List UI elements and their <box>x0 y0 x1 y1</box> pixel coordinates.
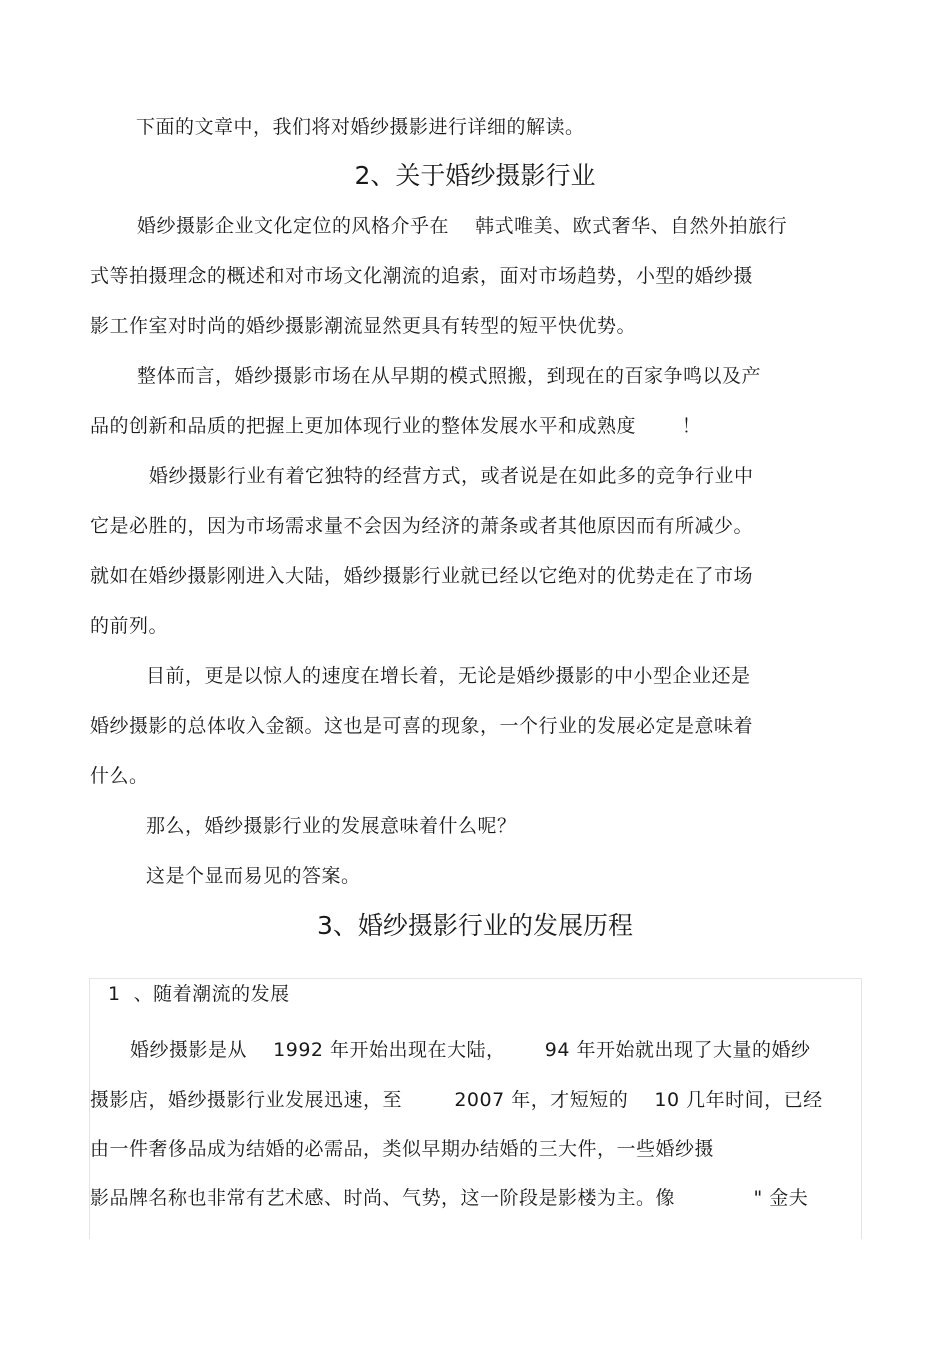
paragraph-line: 婚纱摄影的总体收入金额。这也是可喜的现象，一个行业的发展必定是意味着 <box>90 715 754 737</box>
history-line: 影品牌名称也非常有艺术感、时尚、气势，这一阶段是影楼为主。像 " 金夫 <box>90 1187 809 1209</box>
paragraph-line: 的前列。 <box>90 615 169 637</box>
subsection-heading: 1 、随着潮流的发展 <box>108 983 290 1005</box>
paragraph-line: 式等拍摄理念的概述和对市场文化潮流的追索，面对市场趋势，小型的婚纱摄 <box>90 265 754 287</box>
history-line: 婚纱摄影是从 1992 年开始出现在大陆， 94 年开始就出现了大量的婚纱 <box>130 1039 811 1061</box>
paragraph-line: 什么。 <box>90 765 149 787</box>
paragraph-line: 婚纱摄影行业有着它独特的经营方式，或者说是在如此多的竞争行业中 <box>149 465 754 487</box>
history-line: 由一件奢侈品成为结婚的必需品，类似早期办结婚的三大件，一些婚纱摄 <box>90 1138 715 1160</box>
history-line: 摄影店，婚纱摄影行业发展迅速，至 2007 年，才短短的 10 几年时间，已经 <box>90 1089 823 1111</box>
section-3-heading: 3、婚纱摄影行业的发展历程 <box>317 911 633 940</box>
intro-paragraph: 下面的文章中，我们将对婚纱摄影进行详细的解读。 <box>136 116 585 138</box>
paragraph-line: 婚纱摄影企业文化定位的风格介乎在 韩式唯美、欧式奢华、自然外拍旅行 <box>137 215 788 237</box>
paragraph-line: 品的创新和品质的把握上更加体现行业的整体发展水平和成熟度 ！ <box>90 415 702 437</box>
section-2-heading: 2、关于婚纱摄影行业 <box>354 161 596 190</box>
paragraph-line: 目前，更是以惊人的速度在增长着，无论是婚纱摄影的中小型企业还是 <box>146 665 751 687</box>
paragraph-line: 它是必胜的，因为市场需求量不会因为经济的萧条或者其他原因而有所减少。 <box>90 515 754 537</box>
paragraph-line: 那么，婚纱摄影行业的发展意味着什么呢？ <box>146 815 517 837</box>
paragraph-line: 整体而言，婚纱摄影市场在从早期的模式照搬，到现在的百家争鸣以及产 <box>137 365 762 387</box>
paragraph-line: 就如在婚纱摄影刚进入大陆，婚纱摄影行业就已经以它绝对的优势走在了市场 <box>90 565 754 587</box>
paragraph-line: 这是个显而易见的答案。 <box>146 865 361 887</box>
paragraph-line: 影工作室对时尚的婚纱摄影潮流显然更具有转型的短平快优势。 <box>90 315 637 337</box>
